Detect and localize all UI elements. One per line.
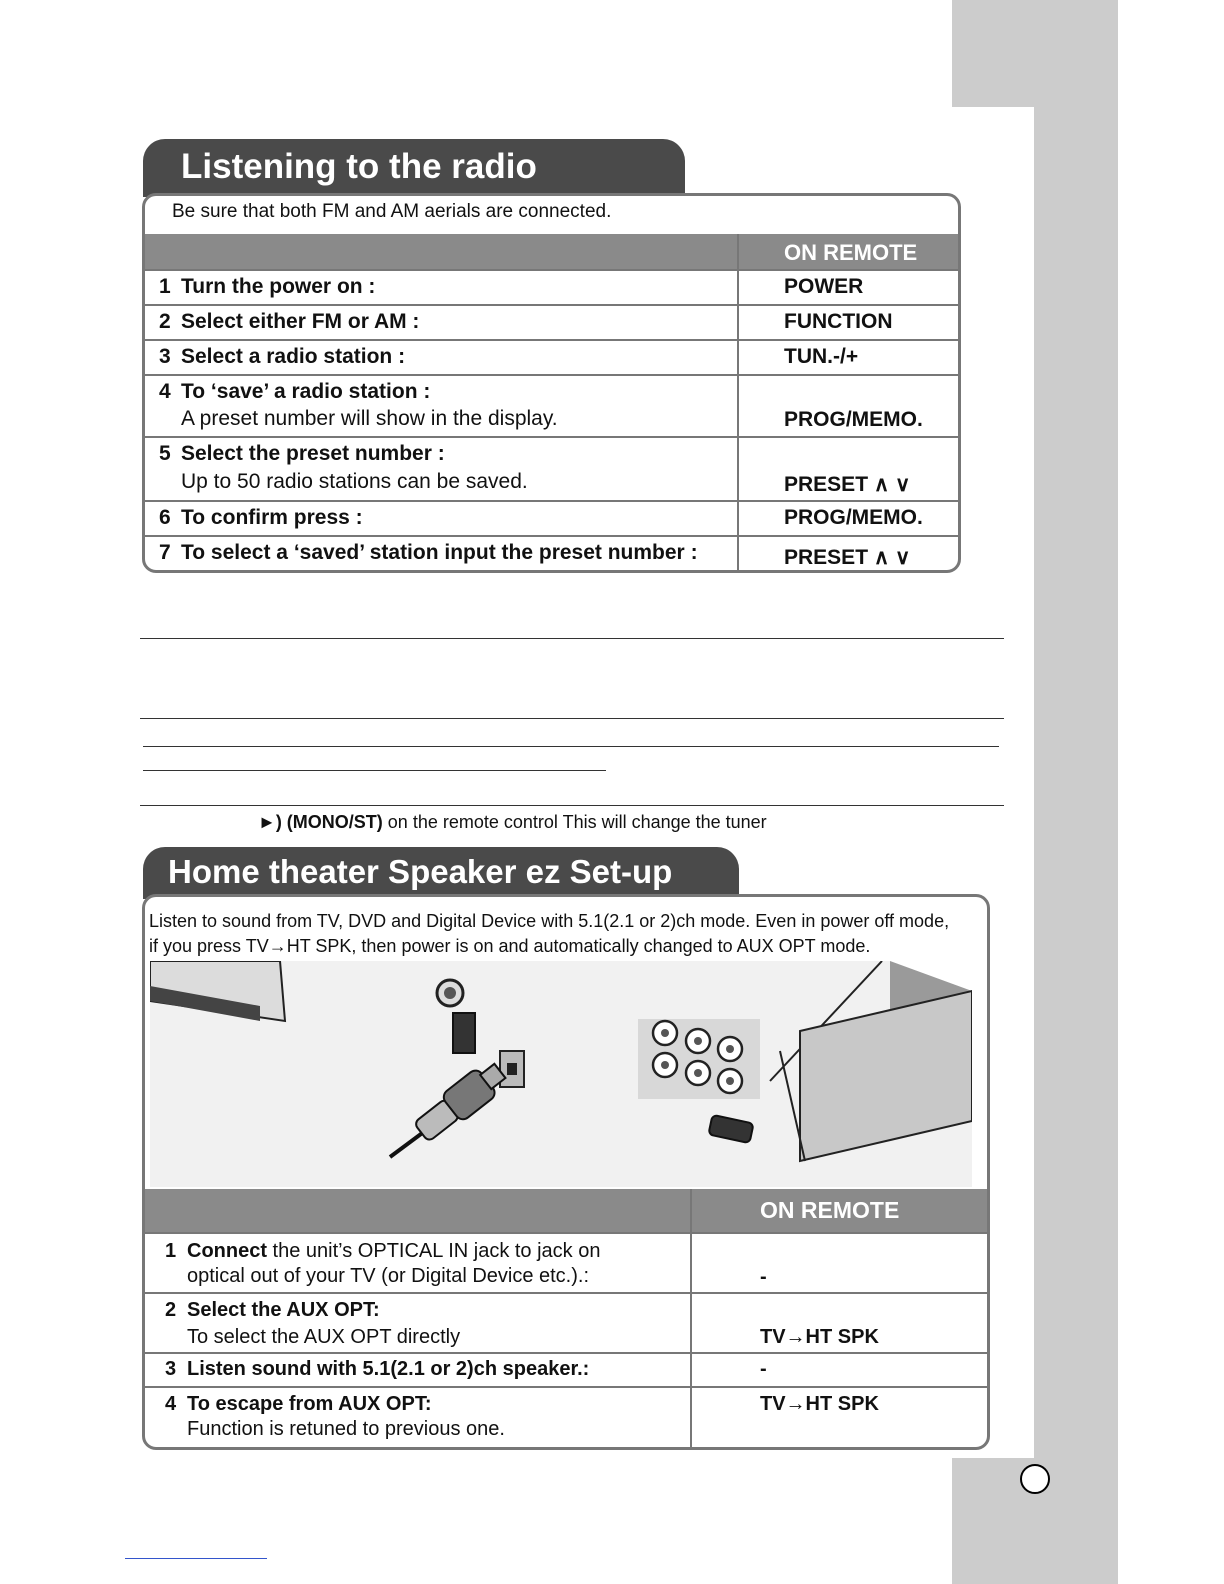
- step-detail: To select the AUX OPT directly: [187, 1326, 461, 1348]
- remote-button-label: POWER: [738, 270, 958, 305]
- step-number: 7: [159, 541, 171, 564]
- radio-section-tab: [143, 139, 685, 197]
- table-row: [145, 305, 958, 340]
- step-instruction: To escape from AUX OPT:: [187, 1393, 432, 1415]
- step-instruction: Turn the power on :: [181, 275, 376, 298]
- radio-section-title: Listening to the radio: [181, 147, 537, 186]
- radio-remote-header: ON REMOTE: [738, 234, 958, 270]
- remote-button-label: PRESET ∧ ∨: [738, 437, 958, 501]
- step-instruction: Select the preset number :: [181, 442, 445, 465]
- table-row: [145, 1293, 987, 1353]
- table-row: [145, 340, 958, 375]
- step-instruction: To select a ‘saved’ station input the preset number :: [181, 541, 698, 564]
- step-instruction: To ‘save’ a radio station :: [181, 380, 431, 403]
- remote-button-label: -: [691, 1353, 987, 1387]
- step-instruction: Select a radio station :: [181, 345, 406, 368]
- radio-intro: Be sure that both FM and AM aerials are connected.: [172, 201, 612, 222]
- tuner-mono-note: [258, 812, 767, 833]
- step-detail: Up to 50 radio stations can be saved.: [181, 470, 528, 493]
- step-instruction: Select either FM or AM :: [181, 310, 420, 333]
- speaker-section-title: Home theater Speaker ez Set-up: [168, 853, 673, 890]
- step-number: 2: [165, 1299, 177, 1321]
- divider-rule: [140, 718, 1004, 719]
- step-number: 4: [159, 380, 171, 403]
- step-number: 3: [159, 345, 171, 368]
- step-number: 1: [159, 275, 171, 298]
- table-row: [145, 270, 958, 305]
- speaker-intro-line1: Listen to sound from TV, DVD and Digital Device with 5.1(2.1 or 2)ch mode. Even in power off mode,: [149, 911, 950, 931]
- speaker-remote-header: ON REMOTE: [691, 1189, 987, 1233]
- step-number: 4: [165, 1393, 177, 1415]
- divider-rule: [140, 638, 1004, 639]
- table-row: [145, 375, 958, 437]
- remote-button-label: PROG/MEMO.: [738, 375, 958, 437]
- step-detail: A preset number will show in the display.: [181, 407, 558, 430]
- divider-rule: [143, 746, 999, 747]
- step-instruction: Select the AUX OPT:: [187, 1299, 380, 1321]
- speaker-table-header: [145, 1189, 987, 1233]
- step-instruction: Listen sound with 5.1(2.1 or 2)ch speaker.:: [187, 1358, 590, 1380]
- sidebar-strip: [1034, 0, 1118, 1584]
- mono-st-note-text: on the remote control This will change the tuner: [382, 812, 767, 832]
- step-number: 6: [159, 506, 171, 529]
- step-number: 5: [159, 442, 171, 465]
- remote-button-label: TUN.-/+: [738, 340, 958, 375]
- remote-button-label: FUNCTION: [738, 305, 958, 340]
- step-instruction-rest: the unit’s OPTICAL IN jack to jack on: [267, 1240, 601, 1262]
- mono-st-key-label: ►) (MONO/ST): [258, 812, 383, 832]
- divider-rule: [140, 805, 1004, 806]
- radio-table-header: [145, 234, 958, 270]
- optical-connection-illustration: [150, 961, 972, 1187]
- table-row: [145, 536, 958, 572]
- speaker-steps-table: [145, 1189, 987, 1447]
- remote-button-label: -: [691, 1233, 987, 1293]
- step-instruction: To confirm press :: [181, 506, 363, 529]
- speaker-intro-line2: if you press TV→HT SPK, then power is on and automatically changed to AUX OPT mode.: [149, 936, 871, 956]
- radio-steps-table: [145, 234, 958, 572]
- table-row: [145, 1233, 987, 1293]
- table-row: [145, 501, 958, 536]
- sidebar-tab-top: [952, 0, 1034, 107]
- speaker-section-tab: [143, 847, 739, 899]
- radio-section-box: [142, 193, 961, 573]
- step-number: 3: [165, 1358, 177, 1380]
- page-number-circle: [1020, 1464, 1050, 1494]
- step-number: 2: [159, 310, 171, 333]
- step-instruction: Connect: [187, 1240, 267, 1262]
- table-row: [145, 437, 958, 501]
- remote-button-label: PROG/MEMO.: [738, 501, 958, 536]
- remote-button-label: PRESET ∧ ∨: [738, 536, 958, 572]
- step-detail: Function is retuned to previous one.: [187, 1418, 505, 1440]
- step-detail: optical out of your TV (or Digital Device etc.).:: [187, 1265, 590, 1287]
- table-row: [145, 1387, 987, 1447]
- step-number: 1: [165, 1240, 177, 1262]
- footer-link-underline: [125, 1558, 267, 1559]
- remote-button-label: TV→HT SPK: [691, 1293, 987, 1353]
- table-row: [145, 1353, 987, 1387]
- divider-rule: [143, 770, 606, 771]
- remote-button-label: TV→HT SPK: [691, 1387, 987, 1447]
